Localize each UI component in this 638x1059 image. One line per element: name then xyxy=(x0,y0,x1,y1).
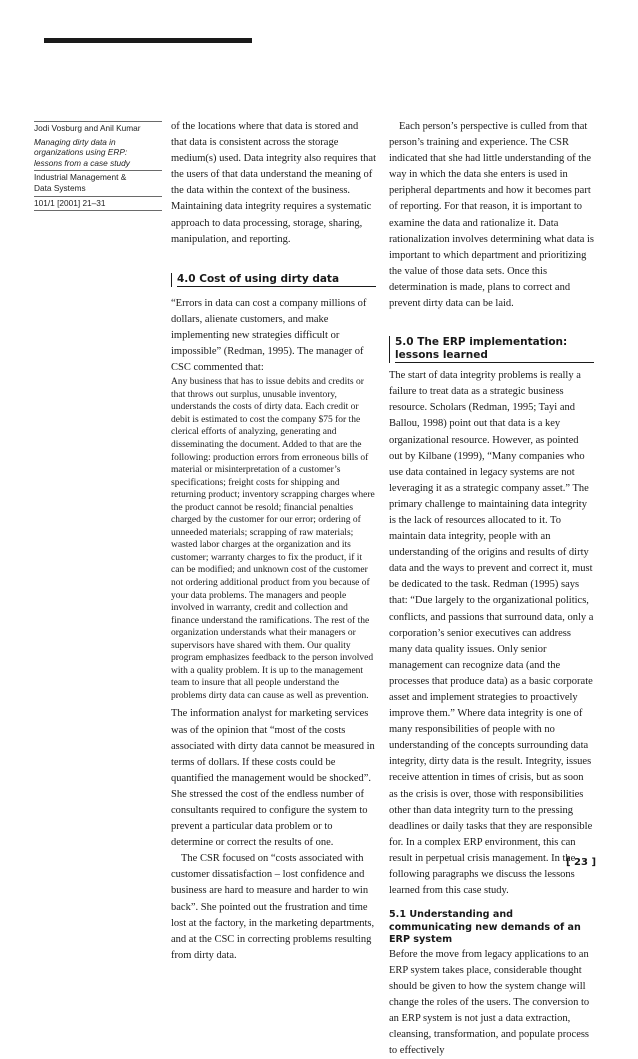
paragraph: Before the move from legacy applications to an ERP system takes place, considerable thought should be given to how the system change will change the roles of the users. The conversion to an ERP system is not just a data extraction, cleansing, transformation, and populate process to effectively xyxy=(389,948,590,1057)
sidebar-authors: Jodi Vosburg and Anil Kumar xyxy=(34,123,141,133)
sidebar-article-title xyxy=(34,136,162,171)
page-number: [ 23 ] xyxy=(566,857,597,868)
paragraph: The start of data integrity problems is really a failure to treat data as a strategic business resource. Scholars (Redman, 1995; Tayi and Ballou, 1998) point out that data is a key organizational resource. However, as pointed out by Kilbane (1999), “Many companies who use data contained in legacy systems are not leveraging it as a strategic company asset.” The primary challenge to maintaining data integrity is the lack of resources allocated to it. To maintain data integrity, people with an understanding of the origins and results of dirty data and the ways to prevent and correct it, must be dedicated to the task. Redman (1995) says that: “Due largely to the organizational politics, conflicts, and passions that surround data, only a corporation’s senior executives can address many data quality issues. Only senior management can recognize data (and the processes that produce data) as a basic corporate asset and implement strategies to proactively improve them.” Where data integrity is one of many responsibilities of people with no understanding of the concepts surrounding data integrity, dirty data is the result. Integrity, issues receive attention in times of crisis, but as soon as the crisis is over, those with responsibilities other than data integrity turn to the pressing deadlines or daily tasks that they are responsible for. In a complex ERP environment, this can result in perpetual crisis management. In the following paragraphs we discuss the lessons learned from this case study. xyxy=(389,370,594,897)
paragraph: “Errors in data can cost a company millions of dollars, alienate customers, and make implementing new strategies difficult or impossible” (Redman, 1995). The manager of CSC commented that: xyxy=(171,297,367,374)
block-quote: Any business that has to issue debits and credits or that throws out surplus, unusable inventory, understands the costs of dirty data. Each credit or debit is estimated to cost the company $75 for the clerical efforts of analyzing, generating and disseminating the document. Added to that are the following: production errors from erroneous bills of material or misinterpretation of a customer’s specifications; freight costs for shipping and returning product; inventory scrapping charges where the product cannot be resold; financial penalties charged by the customer for our error; ordering of unneeded materials; scrapping of raw materials; wasted labor charges at the organization and its customer; warranty charges to fix the product, if it can be modified; and unknown cost of the customer not ordering additional product from you because of your data problems. The managers and people involved in warranty, credit and collection and finance understand the ramifications. The rest of the organization understands what their managers or supervisors have shared with them. Our quality program emphasizes feedback to the person involved with a quality problem. It is up to the management team to insure that all people understand the problems dirty data can cause as well as prevention. xyxy=(171,377,375,701)
column-left xyxy=(171,119,376,964)
paragraph: The information analyst for marketing services was of the opinion that “most of the costs associated with dirty data cannot be measured in terms of dollars. If these costs could be quantified the management would be shocked”. She stressed the cost of the endless number of consultants required to configure the system to prevent a particular data problem or to determine or correct the results of one. xyxy=(171,708,375,849)
sidebar-journal xyxy=(34,171,162,195)
header-rule xyxy=(44,38,252,43)
running-sidebar xyxy=(34,121,162,211)
sidebar-title-line: Managing dirty data in xyxy=(34,136,116,147)
section-heading-5-0 xyxy=(389,336,594,363)
sidebar-rule xyxy=(34,210,162,211)
subsection-heading-5-1: 5.1 Understanding and communicating new demands of an ERP system xyxy=(389,909,581,946)
sidebar-citation: 101/1 [2001] 21–31 xyxy=(34,197,106,208)
section-heading-4-0 xyxy=(171,273,376,287)
section-heading-line: 5.0 The ERP implementation: xyxy=(395,336,568,349)
section-heading-line: lessons learned xyxy=(395,349,594,363)
sidebar-journal-line: Data Systems xyxy=(34,182,86,193)
section-heading-text: 4.0 Cost of using dirty data xyxy=(177,273,376,287)
sidebar-title-line: lessons from a case study xyxy=(34,157,130,168)
column-right xyxy=(389,119,597,1059)
sidebar-title-line: organizations using ERP: xyxy=(34,147,128,158)
paragraph: The CSR focused on “costs associated with customer dissatisfaction – lost confidence and business are hard to measure and harder to win back”. She pointed out the frustration and time lost at the factory, in the marketing departments, and at the CSC in correcting problems resulting from dirty data. xyxy=(171,853,375,961)
paragraph-intro: of the locations where that data is stored and that data is consistent across the storage medium(s) used. Data integrity also requires that the users of that data understand the meaning of the data within the context of the business. Maintaining data integrity requires a systematic approach to data processing, storage, sharing, manipulation, and reporting. xyxy=(171,121,376,245)
paragraph: Each person’s perspective is culled from that person’s training and experience. The CSR indicated that she had little understanding of the way in which the data she enters is used in peripheral departments and how it becomes part of reporting. For that reason, it is important to examine the data and rationalize it. Data rationalization involves determining what data is important to which department and prioritizing the value of those data sets. Once this determination is made, plans to correct and prevent dirty data can be laid. xyxy=(389,121,594,310)
sidebar-journal-line: Industrial Management & xyxy=(34,172,127,183)
